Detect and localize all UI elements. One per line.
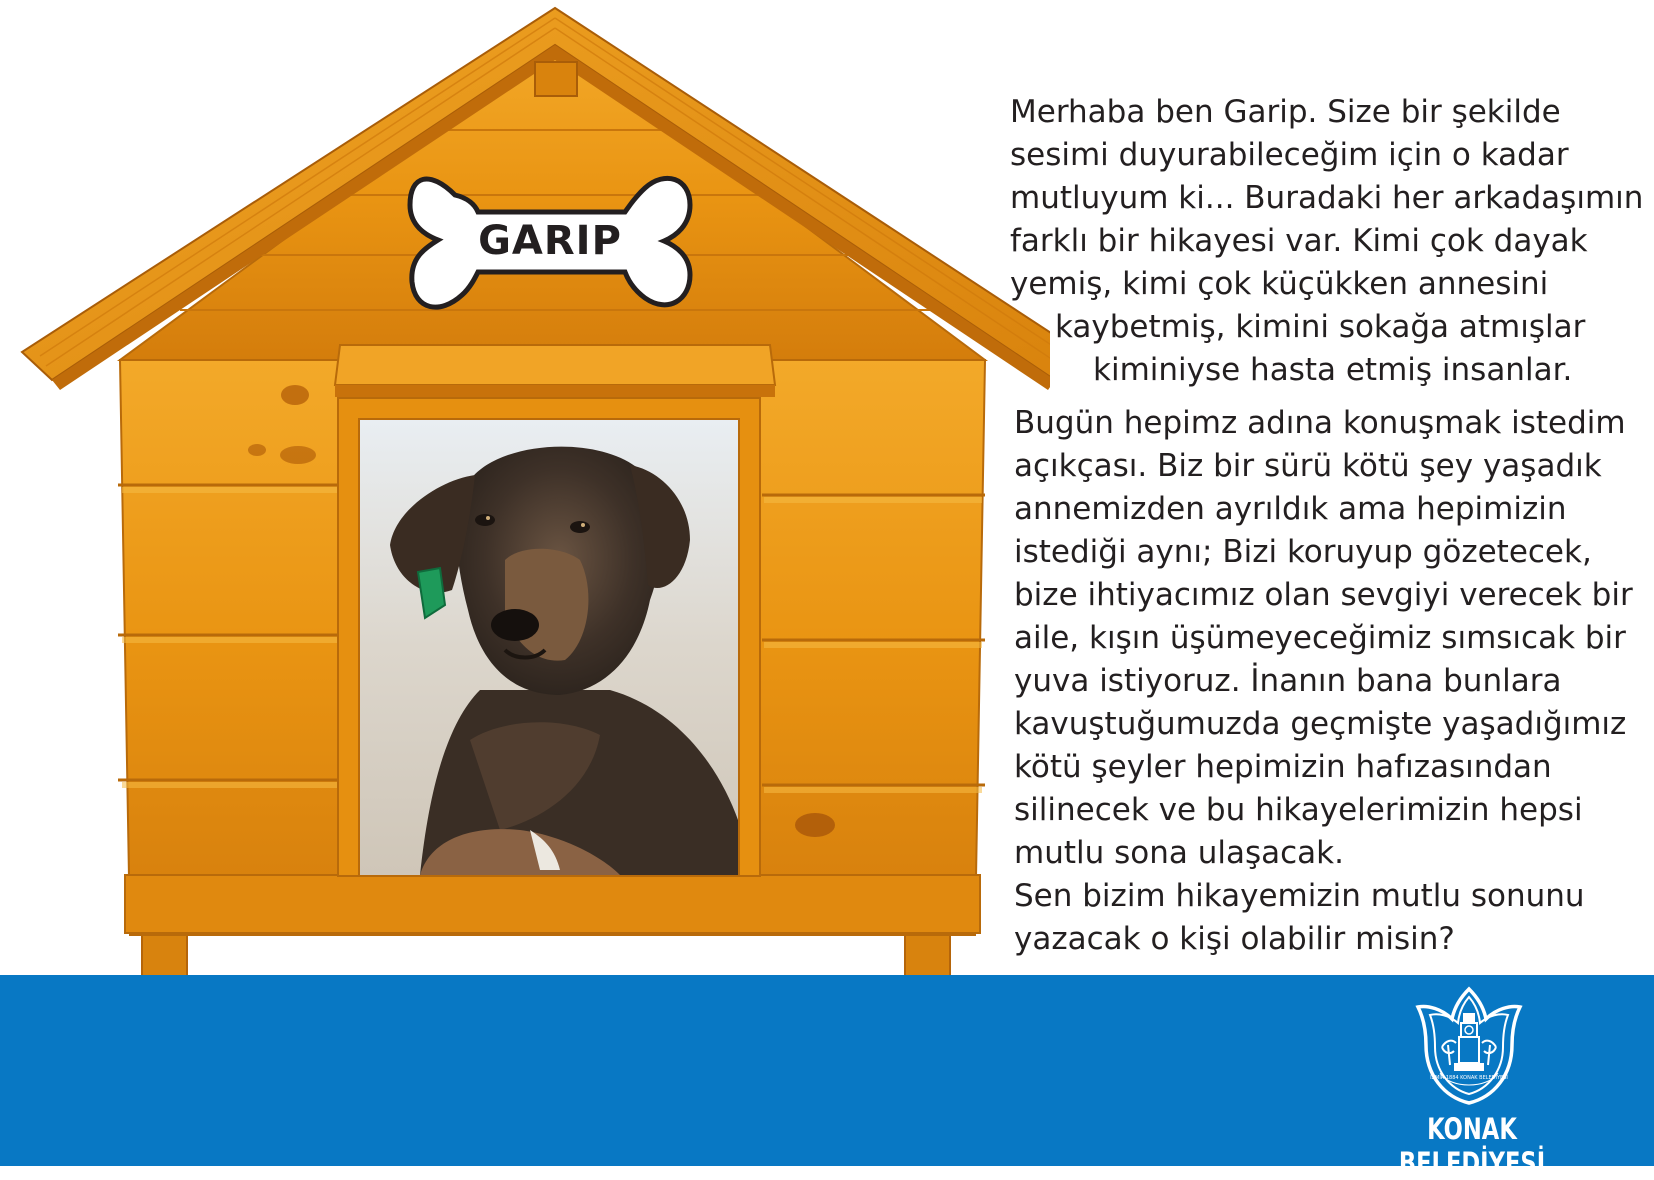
story-line: Sen bizim hikayemizin mutlu sonunu <box>1014 878 1585 914</box>
dog-photo <box>360 420 738 875</box>
story-line: annemizden ayrıldık ama hepimizin <box>1014 491 1567 527</box>
story-line: Merhaba ben Garip. Size bir şekilde <box>1010 94 1561 130</box>
dog-name-label: GARIP <box>478 218 622 264</box>
story-line: yuva istiyoruz. İnanın bana bunlara <box>1014 663 1562 699</box>
emblem-text: İZMİR 1884 KONAK BELEDİYESİ <box>1430 1075 1508 1081</box>
story-line: istediği aynı; Bizi koruyup gözetecek, <box>1014 534 1592 570</box>
story-line: bize ihtiyacımız olan sevgiyi verecek bir <box>1014 577 1633 613</box>
story-line: farklı bir hikayesi var. Kimi çok dayak <box>1010 223 1588 259</box>
story-line: yemiş, kimi çok küçükken annesini <box>1010 266 1549 302</box>
story-line: kaybetmiş, kimini sokağa atmışlar <box>1055 309 1586 345</box>
story-line: Bugün hepimz adına konuşmak istedim <box>1014 405 1626 441</box>
story-line: mutluyum ki... Buradaki her arkadaşımın <box>1010 180 1644 216</box>
konak-emblem-icon <box>1414 985 1524 1105</box>
story-line: açıkçası. Biz bir sürü kötü şey yaşadık <box>1014 448 1602 484</box>
brand-name: KONAK BELEDİYESİ <box>1398 1112 1546 1180</box>
story-line: aile, kışın üşümeyeceğimiz sımsıcak bir <box>1014 620 1626 656</box>
story-line: sesimi duyurabileceğim için o kadar <box>1010 137 1569 173</box>
story-line: silinecek ve bu hikayelerimizin hepsi <box>1014 792 1583 828</box>
story-line: kiminiyse hasta etmiş insanlar. <box>1093 352 1573 388</box>
story-line: kavuştuğumuzda geçmişte yaşadığımız <box>1014 706 1627 742</box>
story-line: yazacak o kişi olabilir misin? <box>1014 921 1455 957</box>
story-line: kötü şeyler hepimizin hafızasından <box>1014 749 1552 785</box>
story-line: mutlu sona ulaşacak. <box>1014 835 1344 871</box>
